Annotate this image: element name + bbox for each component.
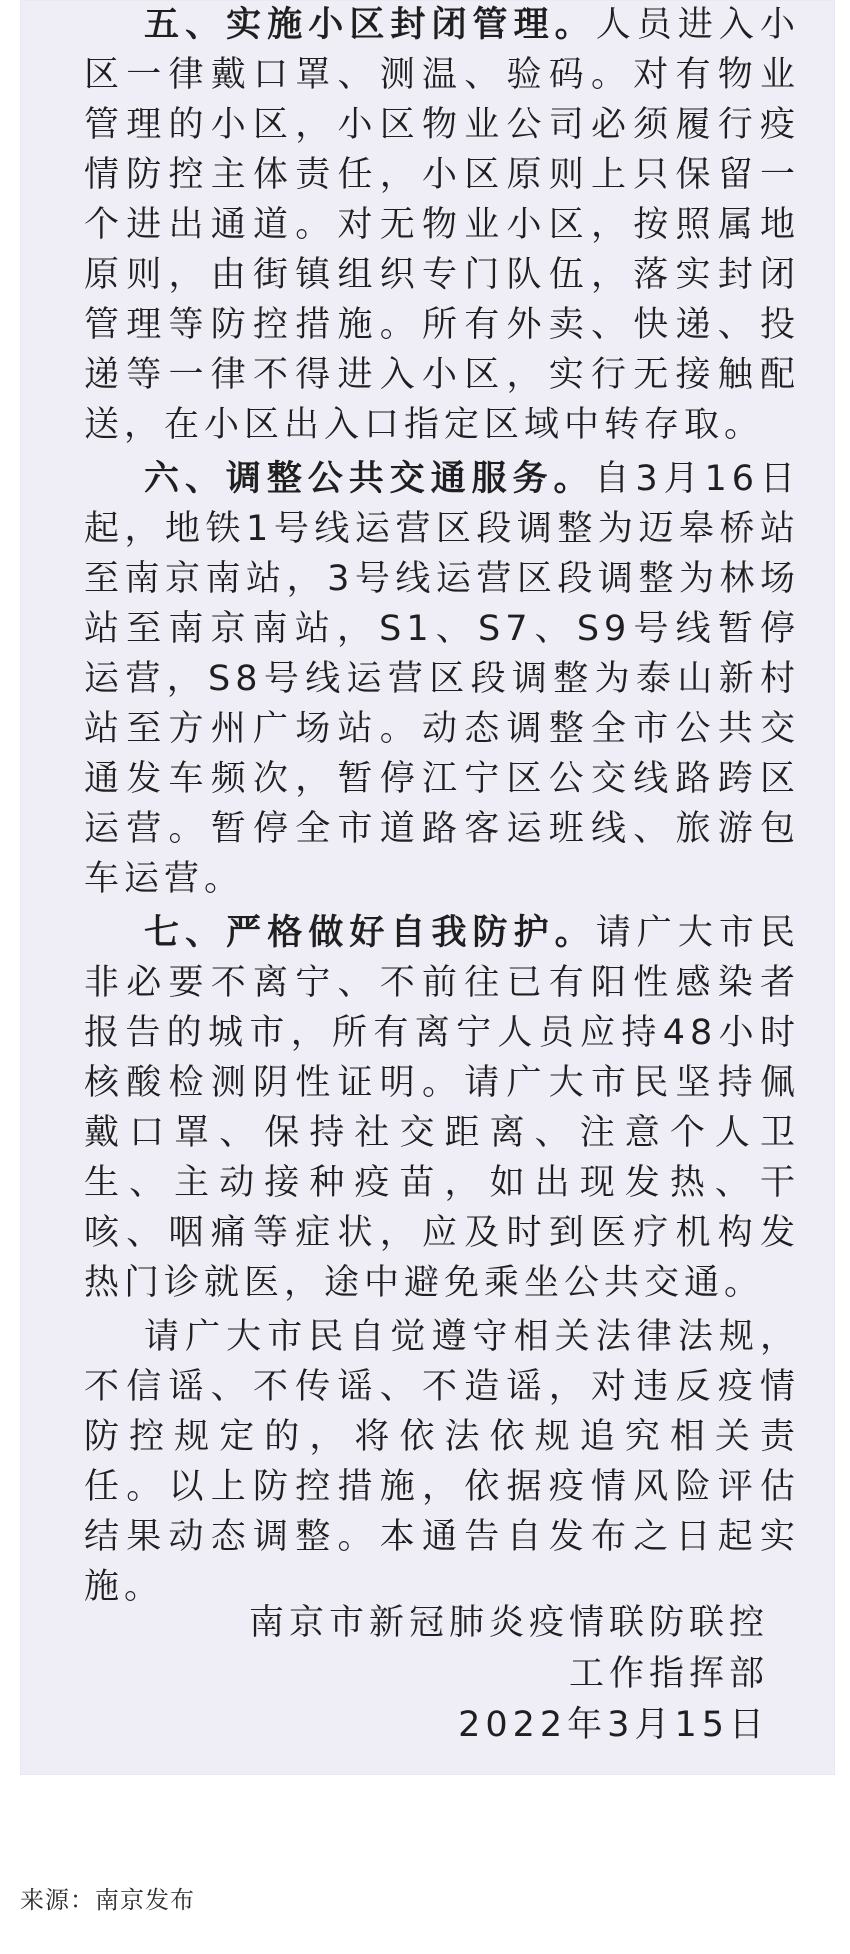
section-7-heading: 七、严格做好自我防护。: [144, 913, 596, 953]
notice-content: [84, 0, 800, 1612]
signature-block: [249, 1598, 769, 1751]
section-5-body: 人员进入小区一律戴口罩、测温、验码。对有物业管理的小区，小区物业公司必须履行疫情防控主体责任，小区原则上只保留一个进出通道。对无物业小区，按照属地原则，由街镇组织专门队伍，落实封闭管理等防控措施。所有外卖、快递、投递等一律不得进入小区，实行无接触配送，在小区出入口指定区域中转存取。: [84, 5, 800, 445]
section-7-paragraph: [84, 908, 800, 1308]
source-credit: [20, 1883, 195, 1917]
issue-date: 2022年3月15日: [458, 1705, 769, 1745]
closing-paragraph: 请广大市民自觉遵守相关法律法规，不信谣、不传谣、不造谣，对违反疫情防控规定的，将依法依规追究相关责任。以上防控措施，依据疫情风险评估结果动态调整。本通告自发布之日起实施。: [84, 1317, 800, 1607]
section-6-heading: 六、调整公共交通服务。: [144, 459, 595, 499]
issuer-name-line2: 工作指挥部: [568, 1654, 769, 1694]
section-5-paragraph: [84, 0, 800, 450]
issuer-name-line1: 南京市新冠肺炎疫情联防联控: [248, 1603, 769, 1643]
section-7-body: 请广大市民非必要不离宁、不前往已有阳性感染者报告的城市，所有离宁人员应持48小时核酸检测阴性证明。请广大市民坚持佩戴口罩、保持社交距离、注意个人卫生、主动接种疫苗，如出现发热、干咳、咽痛等症状，应及时到医疗机构发热门诊就医，途中避免乘坐公共交通。: [84, 913, 800, 1303]
source-label: 来源：: [20, 1886, 95, 1914]
notice-card: [20, 0, 835, 1775]
section-6-paragraph: [84, 454, 800, 904]
source-value: 南京发布: [95, 1886, 195, 1914]
section-5-heading: 五、实施小区封闭管理。: [144, 5, 596, 45]
section-6-body: 自3月16日起，地铁1号线运营区段调整为迈皋桥站至南京南站，3号线运营区段调整为林场站至南京南站，S1、S7、S9号线暂停运营，S8号线运营区段调整为泰山新村站至方州广场站。动态调整全市公共交通发车频次，暂停江宁区公交线路跨区运营。暂停全市道路客运班线、旅游包车运营。: [84, 459, 800, 899]
